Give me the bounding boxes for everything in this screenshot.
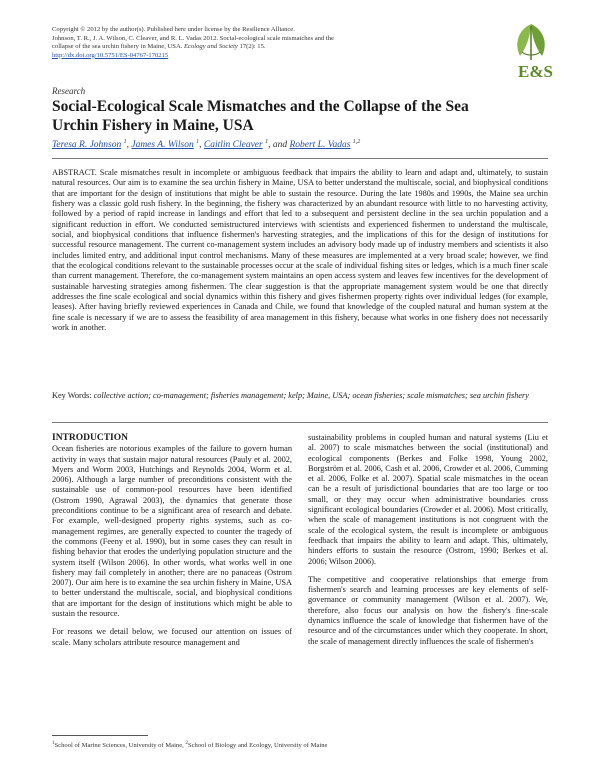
abstract: ABSTRACT. Scale mismatches result in incomplete or ambiguous feedback that impairs the ability to learn and adapt and, ultimately, to sustain natural resources. Our aim is to examine the sea urchin fishery in Maine, USA to better understand the multiscale, social, and biophysical conditions that are important for the design of institutions that might be able to sustain the resource. During the late 1980s and 1990s, the Maine sea urchin fishery was a classic gold rush fishery. In the beginning, the fishery was characterized by an abundant resource with little to no harvesting activity, followed by a period of rapid increase in landings and effort that led to a subsequent and persistent decline in the sea urchin population and a significant reduction in effort. We conducted semistructured interviews with scientists and experienced fishermen to understand the multiscale, social, and biophysical conditions that influence fishermen's harvesting strategies, and the implications of this for the design of institutions for successful resource management. The current co-management system includes an advisory body made up of industry members and scientists it also includes limited entry, and additional input control mechanisms. Many of these measures are implemented at a very broad scale; however, we find that the ecological conditions relevant to the sustainable processes occur at the scale of individual fishing sites or ledges, which is a much finer scale than current management. Therefore, the co-management system maintains an open access system and leaves few incentives for the development of sustainable harvesting strategies among fishermen. The clear suggestion is that the appropriate management system would be one that directly addresses the fine scale ecological and social dynamics within this fishery and gives fishermen property rights over individual ledges (for example, leases). After having briefly reviewed experiences in Canada and Chile, we found that knowledge of the coupled natural and human system at the fine scale is necessary if we are to assess the feasibility of area management in this fishery, because what works in one fishery does not necessarily work in another. (52, 168, 548, 333)
citation-line-1: Johnson, T. R., J. A. Wilson, C. Cleaver, and R. L. Vadas 2012. Social-ecological scale mismatches and the (52, 34, 334, 42)
keywords-list: collective action; co-management; fisheries management; kelp; Maine, USA; ocean fisheries; scale mismatches; sea urchin fishery (93, 391, 529, 400)
citation-header (52, 26, 492, 60)
left-column (52, 433, 292, 656)
article-title: Social-Ecological Scale Mismatches and the Collapse of the Sea Urchin Fishery in Maine, USA (52, 98, 469, 134)
journal-name: Ecology and Society (184, 43, 238, 51)
keywords (52, 391, 548, 401)
paragraph: The competitive and cooperative relationships that emerge from fishermen's search and learning processes are key elements of self-governance or community management (Wilson et al. 2007). We, therefore, also focus our analysis on how the fishery's fine-scale dynamics influence the scale of knowledge that fishermen have of the resource and of the circumstances under which they cooperate. In short, the scale of management directly influences the scale of fishermen's (308, 574, 548, 646)
affiliation-sup: 1 (196, 139, 200, 145)
author-link[interactable]: Teresa R. Johnson (52, 140, 122, 151)
author-list: Teresa R. Johnson $^1$, James A. Wilson $^1$, Caitlin Cleaver $^1$, and Robert L. Vadas $^{1,2}$ (52, 139, 361, 151)
divider (52, 422, 548, 423)
paragraph: Ocean fisheries are notorious examples of the failure to govern human activity in ways that sustain major natural resources (Pauly et al. 2002, Myers and Worm 2003, Hutchings and Reynolds 2004, Worm et al. 2006). Although a large number of preconditions consistent with the sustainable use of common-pool resources have been identified (Ostrom 1990, Agrawal 2003), the dynamics that generate those preconditions continue to be a significant area of research and debate. For example, well-designed property rights systems, such as co-management regimes, are generally expected to counter the tragedy of the commons (Feeny et al. 1990), but in some cases they can result in fishing behavior that erodes the underlying population structure and the system itself (Wilson 2006). In other words, what works well in one fishery may fail completely in another; there are no panaceas (Ostrom 2007). Our aim here is to examine the sea urchin fishery in Maine, USA to better understand the multiscale, social, and biophysical conditions that are important for the design of institutions which might be able to sustain the resource. (52, 444, 292, 619)
paragraph: For reasons we detail below, we focused our attention on issues of scale. Many scholars attribute resource management and (52, 627, 292, 647)
section-heading: INTRODUCTION (52, 433, 129, 443)
affiliation-sup: 1,2 (352, 139, 361, 145)
section-label: Research (52, 86, 86, 96)
author-link[interactable]: Robert L. Vadas (289, 140, 351, 151)
affiliation-sup: 1 (265, 139, 269, 145)
divider (52, 158, 548, 159)
copyright-line: Copyright © 2012 by the author(s). Published here under license by the Resilience Alliance. (52, 26, 295, 33)
journal-logo-text: E&S (518, 62, 553, 81)
citation-line-2: collapse of the sea urchin fishery in Maine, USA. Ecology and Society 17(2): 15. (52, 43, 266, 51)
doi-link[interactable]: http://dx.doi.org/10.5751/ES-04767-170215 (52, 51, 169, 59)
affiliation-sup: 1 (123, 139, 127, 145)
footnote-divider (52, 735, 148, 736)
affiliations-footnote: $^1$School of Marine Sciences, University of Maine, $^2$School of Biology and Ecology, University of Maine (52, 741, 328, 750)
paragraph: sustainability problems in coupled human and natural systems (Liu et al. 2007) to scale mismatches between the social (institutional) and ecological components (Berkes and Folke 1998, Young 2002, Borgström et al. 2006, Cash et al. 2006, Crowder et al. 2006, Cumming et al. 2006, Folke et al. 2007). Spatial scale mismatches in the ocean can be a result of jurisdictional boundaries that are too large or too small, or they may occur when administrative boundaries cross significant ecological boundaries (Crowder et al. 2006). Most critically, when the scale of management institutions is not congruent with the scale of the ecological system, the result is incomplete or ambiguous feedback that impairs the ability to learn and adapt. This, ultimately, hinders efforts to sustain the resource (Ostrom, 1990; Berkes et al. 2006; Wilson 2006). (308, 433, 548, 566)
author-link[interactable]: James A. Wilson (131, 140, 194, 151)
author-link[interactable]: Caitlin Cleaver (203, 140, 263, 151)
right-column (308, 433, 548, 655)
keywords-label: Key Words: (52, 391, 94, 400)
